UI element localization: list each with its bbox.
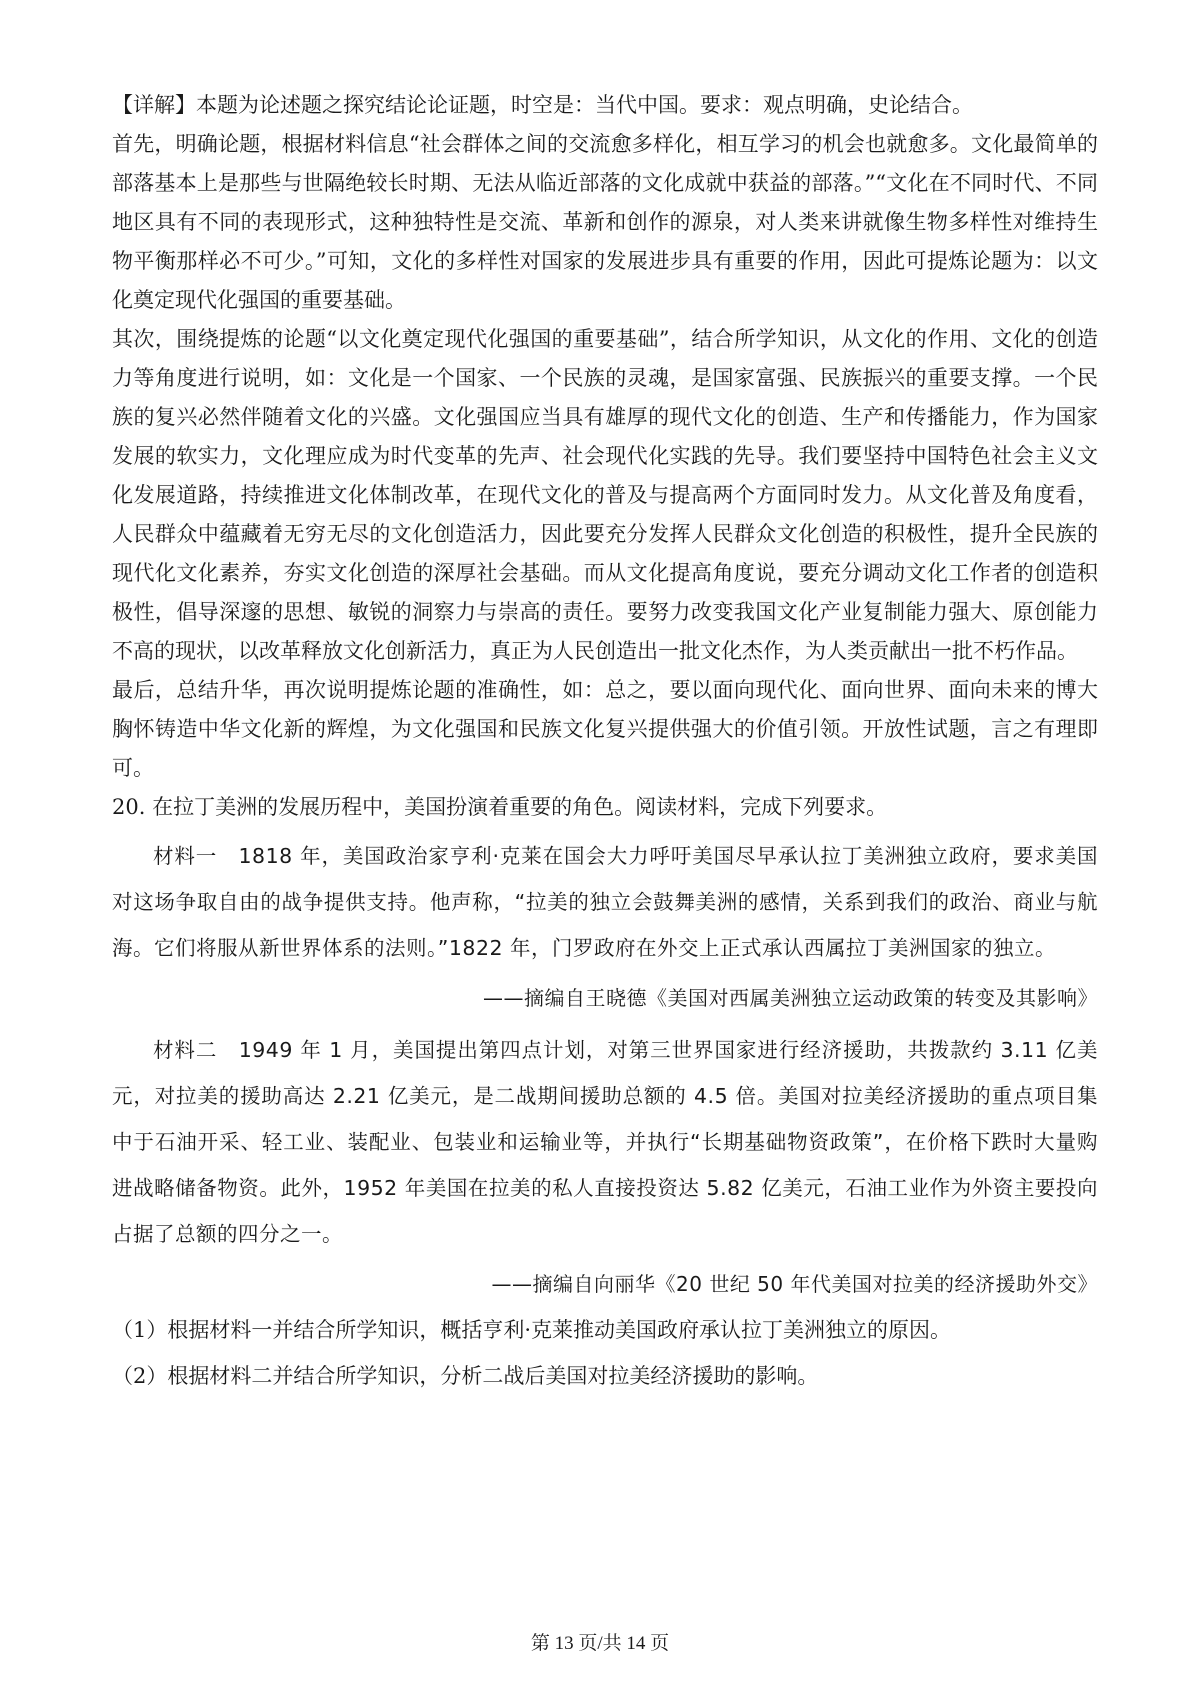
- material-one-text: 材料一 1818 年，美国政治家亨利·克莱在国会大力呼吁美国尽早承认拉丁美洲独立政府，要求美国对这场争取自由的战争提供支持。他声称，“拉美的独立会鼓舞美洲的感情，关系到我们的政治、商业与航海。它们将服从新世界体系的法则。”1822 年，门罗政府在外交上正式承认西属拉丁美洲国家的独立。: [112, 844, 1098, 960]
- detail-paragraph: 最后，总结升华，再次说明提炼论题的准确性，如：总之，要以面向现代化、面向世界、面向未来的博大胸怀铸造中华文化新的辉煌，为文化强国和民族文化复兴提供强大的价值引领。开放性试题，言之有理即可。: [112, 678, 1098, 780]
- material-one: [112, 833, 1098, 1021]
- detail-section: [112, 86, 1098, 788]
- detail-paragraph: 首先，明确论题，根据材料信息“社会群体之间的交流愈多样化，相互学习的机会也就愈多。文化最简单的部落基本上是那些与世隔绝较长时期、无法从临近部落的文化成就中获益的部落。”“文化在不同时代、不同地区具有不同的表现形式，这种独特性是交流、革新和创作的源泉，对人类来讲就像生物多样性对维持生物平衡那样必不可少。”可知，文化的多样性对国家的发展进步具有重要的作用，因此可提炼论题为：以文化奠定现代化强国的重要基础。: [112, 132, 1098, 312]
- material-two: [112, 1027, 1098, 1307]
- page-content: [112, 86, 1098, 1399]
- subquestion-2: （2）根据材料二并结合所学知识，分析二战后美国对拉美经济援助的影响。: [112, 1364, 819, 1388]
- detail-paragraph: 其次，围绕提炼的论题“以文化奠定现代化强国的重要基础”，结合所学知识，从文化的作用、文化的创造力等角度进行说明，如：文化是一个国家、一个民族的灵魂，是国家富强、民族振兴的重要支撑。一个民族的复兴必然伴随着文化的兴盛。文化强国应当具有雄厚的现代文化的创造、生产和传播能力，作为国家发展的软实力，文化理应成为时代变革的先声、社会现代化实践的先导。我们要坚持中国特色社会主义文化发展道路，持续推进文化体制改革，在现代文化的普及与提高两个方面同时发力。从文化普及角度看，人民群众中蕴藏着无穷无尽的文化创造活力，因此要充分发挥人民群众文化创造的积极性，提升全民族的现代化文化素养，夯实文化创造的深厚社会基础。而从文化提高角度说，要充分调动文化工作者的创造积极性，倡导深邃的思想、敏锐的洞察力与崇高的责任。要努力改变我国文化产业复制能力强大、原创能力不高的现状，以改革释放文化创新活力，真正为人民创造出一批文化杰作，为人类贡献出一批不朽作品。: [112, 327, 1098, 663]
- subquestion-1: （1）根据材料一并结合所学知识，概括亨利·克莱推动美国政府承认拉丁美洲独立的原因。: [112, 1318, 952, 1342]
- page-footer: 第 13 页/共 14 页: [530, 1633, 670, 1654]
- detail-paragraph: 【详解】本题为论述题之探究结论论证题，时空是：当代中国。要求：观点明确，史论结合。: [112, 93, 973, 117]
- material-two-text: 材料二 1949 年 1 月，美国提出第四点计划，对第三世界国家进行经济援助，共拨款约 3.11 亿美元，对拉美的援助高达 2.21 亿美元，是二战期间援助总额的 4.5 倍。美国对拉美经济援助的重点项目集中于石油开采、轻工业、装配业、包装业和运输业等，并执行“长期基础物资政策”，在价格下跌时大量购进战略储备物资。此外，1952 年美国在拉美的私人直接投资达 5.82 亿美元，石油工业作为外资主要投向占据了总额的四分之一。: [112, 1038, 1098, 1246]
- material-two-source: ——摘编自向丽华《20 世纪 50 年代美国对拉美的经济援助外交》: [491, 1272, 1098, 1296]
- material-one-source: ——摘编自王晓德《美国对西属美洲独立运动政策的转变及其影响》: [483, 986, 1098, 1010]
- question-stem: 20. 在拉丁美洲的发展历程中，美国扮演着重要的角色。阅读材料，完成下列要求。: [112, 795, 888, 819]
- subquestions: [112, 1307, 1098, 1399]
